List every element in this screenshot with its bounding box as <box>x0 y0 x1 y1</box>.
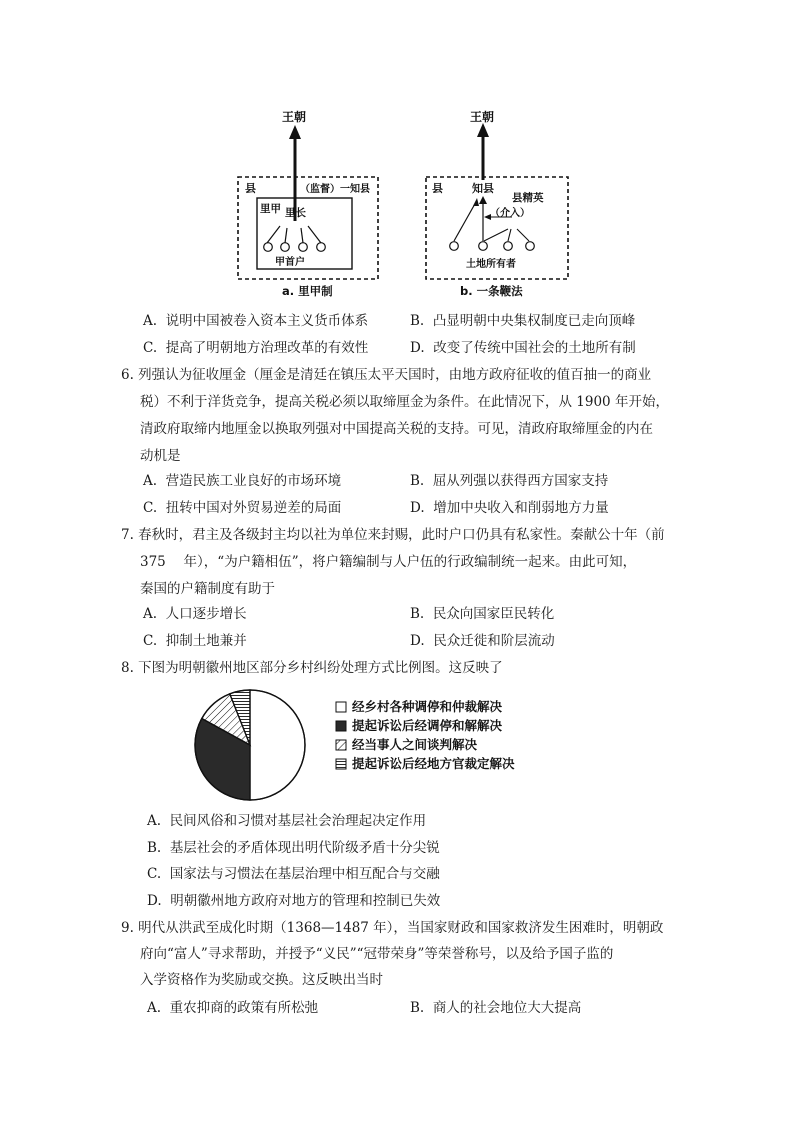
household-circle <box>281 243 290 252</box>
household-circle <box>299 243 308 252</box>
landowner-circle <box>479 242 488 251</box>
q6-stem-line: 动机是 <box>140 448 181 464</box>
q6-option-c[interactable]: C. 扭转中国对外贸易逆差的局面 <box>143 500 342 516</box>
q7-option-b[interactable]: B. 民众向国家臣民转化 <box>410 606 555 622</box>
household-circle <box>317 243 326 252</box>
q7-stem-line: 7. 春秋时，君主及各级封主均以社为单位来封赐，此时户口仍具有私家性。秦献公十年（前 <box>121 527 665 543</box>
landowners-label: 土地所有者 <box>466 259 516 270</box>
q8-option-c[interactable]: C. 国家法与习惯法在基层治理中相互配合与交融 <box>147 866 440 882</box>
legend-swatch-2 <box>336 721 346 731</box>
q8-stem: 8. 下图为明朝徽州地区部分乡村纠纷处理方式比例图。这反映了 <box>121 660 503 676</box>
q6-stem-line: 清政府取缔内地厘金以换取列强对中国提高关税的支持。可见，清政府取缔厘金的内在 <box>140 421 653 437</box>
landowner-circle <box>504 242 513 251</box>
landowner-circle <box>526 242 535 251</box>
q9-option-b[interactable]: B. 商人的社会地位大大提高 <box>410 1000 582 1016</box>
county-label: 县 <box>245 182 256 195</box>
intervene-label: （介入） <box>490 208 530 219</box>
q8-option-b[interactable]: B. 基层社会的矛盾体现出明代阶级矛盾十分尖锐 <box>147 840 440 856</box>
legend-label-2: 提起诉讼后经调停和解解决 <box>352 718 503 733</box>
q9-stem-line: 府向“富人”寻求帮助，并授予“义民”“冠带荣身”等荣誉称号，以及给予国子监的 <box>140 946 614 962</box>
q6-stem-line: 税）不利于洋货竞争，提高关税必须以取缔厘金为条件。在此情况下，从 1900 年开始， <box>140 394 669 410</box>
legend-swatch-1 <box>336 702 346 712</box>
diagram-yitiaobianfa <box>418 105 578 300</box>
pie-slice-1 <box>250 690 305 800</box>
q8-option-a[interactable]: A. 民间风俗和习惯对基层社会治理起决定作用 <box>147 813 427 829</box>
legend-label-1: 经乡村各种调停和仲裁解决 <box>352 699 503 714</box>
diagram-b-caption: b. 一条鞭法 <box>460 284 523 298</box>
elite-label: 县精英 <box>512 192 544 204</box>
household-circle <box>264 243 273 252</box>
lizhang-label: 里长 <box>285 207 306 219</box>
q7-option-d[interactable]: D. 民众迁徙和阶层流动 <box>410 633 555 649</box>
q7-stem-line: 375 年），“为户籍相伍”，将户籍编制与人户伍的行政编制统一起来。由此可知， <box>140 554 637 570</box>
q9-stem-line: 入学资格作为奖励或交换。这反映出当时 <box>140 972 383 988</box>
q6-option-a[interactable]: A. 营造民族工业良好的市场环境 <box>143 473 342 489</box>
q5-option-d[interactable]: D. 改变了传统中国社会的土地所有制 <box>410 340 636 356</box>
legend-label-4: 提起诉讼后经地方官裁定解决 <box>352 756 515 771</box>
legend-swatch-3 <box>336 740 346 750</box>
dynasty-label: 王朝 <box>470 110 495 124</box>
dispute-resolution-pie-chart <box>180 688 560 813</box>
arrow-head <box>477 123 489 137</box>
q7-option-a[interactable]: A. 人口逐步增长 <box>143 606 247 622</box>
dynasty-label: 王朝 <box>282 110 307 124</box>
landowner-circle <box>450 242 459 251</box>
q5-option-c[interactable]: C. 提高了明朝地方治理改革的有效性 <box>143 340 369 356</box>
q9-option-a[interactable]: A. 重农抑商的政策有所松弛 <box>147 1000 319 1016</box>
q6-option-b[interactable]: B. 屈从列强以获得西方国家支持 <box>410 473 609 489</box>
q6-stem-line: 6. 列强认为征收厘金（厘金是清廷在镇压太平天国时，由地方政府征收的值百抽一的商业 <box>121 367 652 383</box>
zhixian-label: 知县 <box>472 182 494 195</box>
q8-option-d[interactable]: D. 明朝徽州地方政府对地方的管理和控制已失效 <box>147 893 441 909</box>
county-label: 县 <box>432 182 443 195</box>
legend-swatch-4 <box>336 759 346 769</box>
lijia-label: 里甲 <box>260 203 281 215</box>
q7-option-c[interactable]: C. 抑制土地兼并 <box>143 633 247 649</box>
q5-option-a[interactable]: A. 说明中国被卷入资本主义货币体系 <box>143 313 369 329</box>
households-label: 甲首户 <box>275 257 305 268</box>
legend-label-3: 经当事人之间谈判解决 <box>352 737 478 752</box>
q7-stem-line: 秦国的户籍制度有助于 <box>140 581 275 597</box>
q9-stem-line: 9. 明代从洪武至成化时期（1368—1487 年），当国家财政和国家救济发生困难时，明朝政 <box>121 920 664 936</box>
supervise-label: （监督）一知县 <box>300 184 370 195</box>
arrow-head <box>289 125 301 139</box>
diagram-lijia <box>230 105 390 300</box>
diagram-a-caption: a. 里甲制 <box>282 284 333 298</box>
q6-option-d[interactable]: D. 增加中央收入和削弱地方力量 <box>410 500 609 516</box>
q5-option-b[interactable]: B. 凸显明朝中央集权制度已走向顶峰 <box>410 313 636 329</box>
